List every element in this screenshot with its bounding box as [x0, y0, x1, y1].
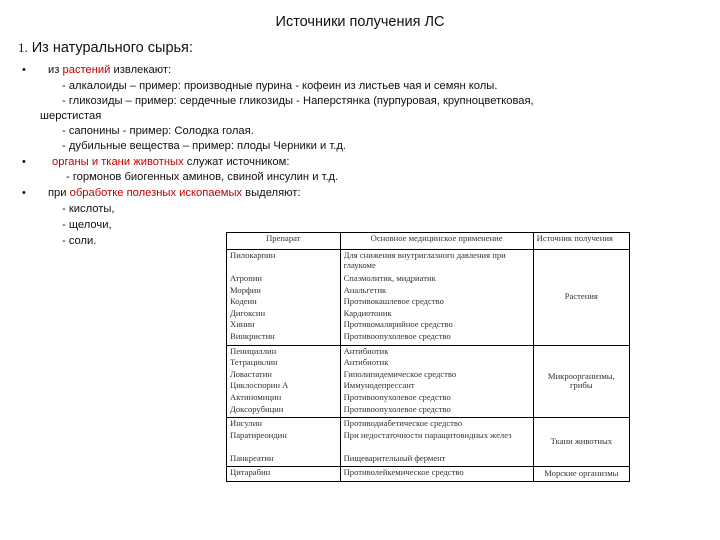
minerals-item: - щелочи, — [62, 219, 112, 231]
column-header-drug: Препарат — [227, 233, 341, 250]
drug-cell — [227, 418, 341, 467]
bullet-icon: • — [22, 187, 26, 199]
table-group-row — [227, 418, 630, 467]
drug-sources-table — [226, 232, 630, 482]
animals-highlight: органы и ткани животных — [52, 156, 184, 168]
plants-item: - дубильные вещества – пример: плоды Черники и т.д. — [62, 140, 346, 152]
drug-cell — [227, 250, 341, 346]
drug-name: Кодеин — [230, 297, 257, 307]
drug-name: Паратиреоидин — [230, 430, 287, 440]
drug-name: Дигоксин — [230, 308, 266, 318]
use-cell — [340, 467, 533, 482]
drug-name: Доксорубицин — [230, 404, 284, 414]
source-cell: Растения — [533, 250, 629, 346]
use-text: Противоопухолевое средство — [343, 331, 451, 341]
drug-name: Панкреатин — [230, 453, 274, 463]
use-text: Спазмолитик, мидриатик — [343, 274, 436, 283]
use-text: Антибиотик — [343, 358, 389, 368]
section-label: Из натурального сырья — [31, 40, 189, 56]
table-group-row — [227, 250, 630, 346]
plants-intro-highlight: растений — [62, 64, 111, 76]
use-text: Для снижения внутриглазного давления при глаукоме — [343, 251, 506, 270]
source-cell: Ткани животных — [533, 418, 629, 467]
drug-name: Пенициллин — [230, 346, 277, 356]
minerals-intro — [48, 187, 301, 199]
use-cell — [340, 250, 533, 346]
bullet-icon: • — [22, 64, 26, 76]
use-text: Гиполипидемическое средство — [343, 369, 457, 379]
use-text: Пищеварительный фермент — [343, 453, 446, 463]
use-text: Кардиотоник — [343, 308, 392, 318]
use-cell — [340, 345, 533, 418]
plants-item: - алкалоиды – пример: производные пурина - кофеин из листьев чая и семян колы. — [62, 80, 498, 92]
use-cell — [340, 418, 533, 467]
drug-name: Инсулин — [230, 419, 262, 429]
plants-item: - гликозиды – пример: сердечные гликозиды - Наперстянка (пурпуровая, крупноцветковая, — [62, 95, 534, 107]
drug-name: Ловастатин — [230, 369, 272, 379]
source-cell: Морские организмы — [533, 467, 629, 482]
table-group-row — [227, 345, 630, 418]
drug-name: Актиномицин — [230, 392, 282, 402]
plants-item: - сапонины - пример: Солодка голая. — [62, 125, 254, 137]
table-header-row — [227, 233, 630, 250]
drug-cell — [227, 345, 341, 418]
animals-post: служат источником: — [183, 156, 290, 168]
slide-title: Источники получения ЛС — [275, 14, 445, 30]
drug-name: Морфин — [230, 285, 261, 295]
use-text: Анальгетик — [343, 285, 387, 295]
source-cell: Микроорганизмы, грибы — [533, 345, 629, 418]
use-text: Противокашлевое средство — [343, 297, 444, 307]
use-text: Иммунодепрессант — [343, 381, 415, 391]
use-text: Противоопухолевое средство — [343, 404, 451, 414]
plants-item-continuation: шерстистая — [40, 110, 102, 122]
drug-name: Цитарабин — [230, 468, 271, 478]
bullet-icon: • — [22, 156, 26, 168]
drug-name: Хинин — [230, 320, 255, 330]
use-text: Противодиабетическое средство — [343, 419, 463, 429]
drug-cell — [227, 467, 341, 482]
drug-name: Атропин — [230, 274, 263, 283]
section-number: 1. — [18, 40, 28, 55]
drug-name: Пилокарпин — [230, 251, 276, 260]
section-colon: : — [188, 40, 193, 56]
use-text: Антибиотик — [343, 346, 389, 356]
section-heading — [18, 40, 193, 56]
column-header-use: Основное медицинское применение — [340, 233, 533, 250]
minerals-item: - кислоты, — [62, 203, 115, 215]
use-text: Противоопухолевое средство — [343, 392, 451, 402]
use-text: Противомалярийное средство — [343, 320, 453, 330]
animals-intro — [52, 156, 289, 168]
minerals-pre: при — [48, 187, 70, 199]
plants-intro — [48, 64, 171, 76]
plants-intro-post: извлекают: — [110, 64, 172, 76]
minerals-highlight: обработке полезных ископаемых — [69, 187, 243, 199]
minerals-post: выделяют: — [242, 187, 301, 199]
drug-name: Винкристин — [230, 331, 275, 341]
minerals-item: - соли. — [62, 235, 97, 247]
table-group-row — [227, 467, 630, 482]
use-text: Противолейкемическое средство — [343, 468, 464, 478]
drug-name: Циклоспорин А — [230, 381, 289, 391]
column-header-source: Источник получения — [533, 233, 629, 250]
drug-name: Тетрациклин — [230, 358, 278, 368]
animals-item: - гормонов биогенных аминов, свиной инсулин и т.д. — [66, 171, 339, 183]
use-text: При недостаточности паращитовидных желез — [343, 430, 512, 440]
plants-intro-pre: из — [48, 64, 63, 76]
